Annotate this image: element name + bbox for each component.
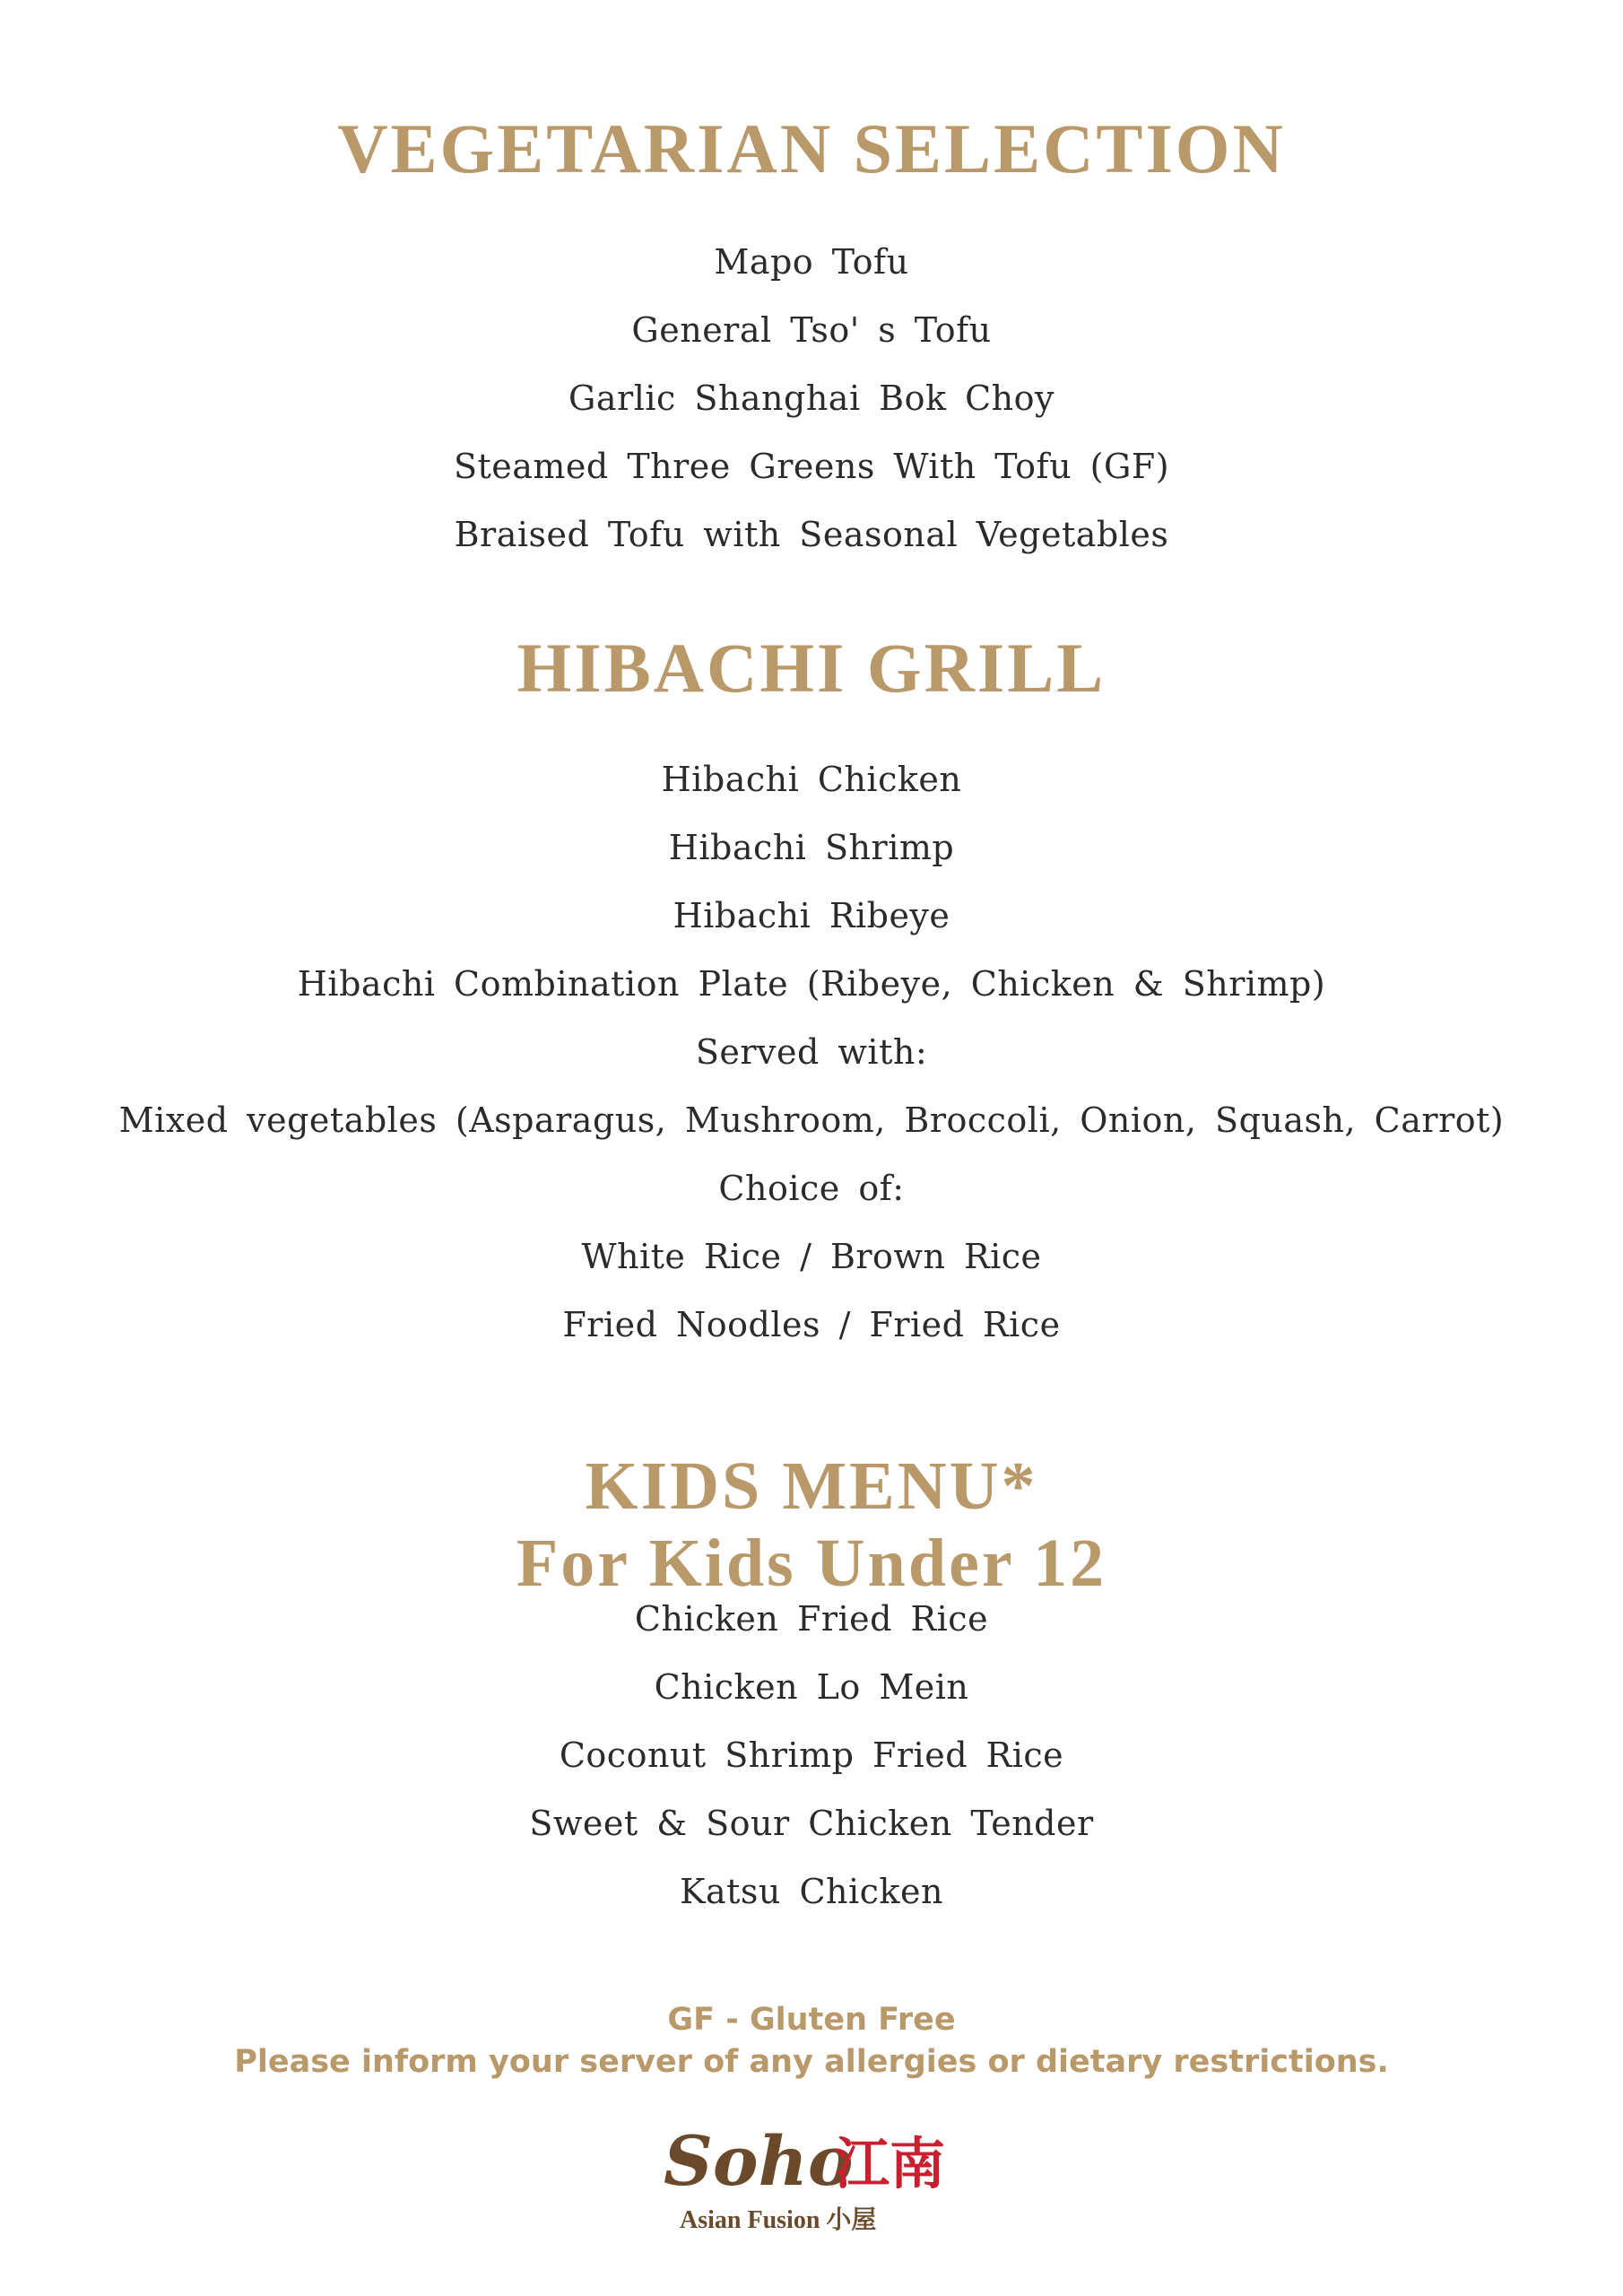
kids-section-subtitle: For Kids Under 12: [516, 1526, 1107, 1601]
menu-item: Mixed vegetables (Asparagus, Mushroom, Broccoli, Onion, Squash, Carrot): [118, 1100, 1505, 1140]
menu-item: Served with:: [695, 1032, 928, 1072]
logo-subtitle: Asian Fusion 小屋: [680, 2206, 877, 2234]
gluten-free-note: GF - Gluten Free: [667, 2002, 956, 2038]
restaurant-logo: [664, 2121, 968, 2238]
menu-item: Hibachi Ribeye: [673, 896, 950, 935]
menu-item: Hibachi Chicken: [661, 760, 962, 799]
hibachi-section-title: HIBACHI GRILL: [516, 629, 1107, 707]
menu-item: Steamed Three Greens With Tofu (GF): [453, 447, 1170, 486]
menu-item: Coconut Shrimp Fried Rice: [559, 1735, 1064, 1775]
menu-item: Katsu Chicken: [680, 1872, 943, 1911]
menu-item: General Tso' s Tofu: [631, 310, 992, 350]
menu-item: Braised Tofu with Seasonal Vegetables: [454, 515, 1169, 554]
menu-item: Fried Noodles / Fried Rice: [562, 1305, 1061, 1344]
allergy-note: Please inform your server of any allergies or dietary restrictions.: [234, 2044, 1389, 2080]
menu-item: Chicken Lo Mein: [654, 1667, 969, 1707]
menu-item: Mapo Tofu: [714, 242, 909, 282]
menu-item: White Rice / Brown Rice: [581, 1237, 1042, 1276]
menu-item: Choice of:: [718, 1169, 905, 1208]
logo-chinese: 江南: [834, 2131, 946, 2196]
logo-script: Soho: [664, 2121, 854, 2201]
menu-item: Chicken Fried Rice: [634, 1599, 989, 1639]
menu-item: Hibachi Shrimp: [668, 828, 955, 867]
menu-item: Sweet & Sour Chicken Tender: [529, 1804, 1094, 1843]
vegetarian-section-title: VEGETARIAN SELECTION: [337, 109, 1286, 187]
kids-section-title: KIDS MENU*: [585, 1448, 1038, 1524]
menu-item: Hibachi Combination Plate (Ribeye, Chicken & Shrimp): [297, 964, 1326, 1004]
menu-item: Garlic Shanghai Bok Choy: [568, 378, 1055, 418]
